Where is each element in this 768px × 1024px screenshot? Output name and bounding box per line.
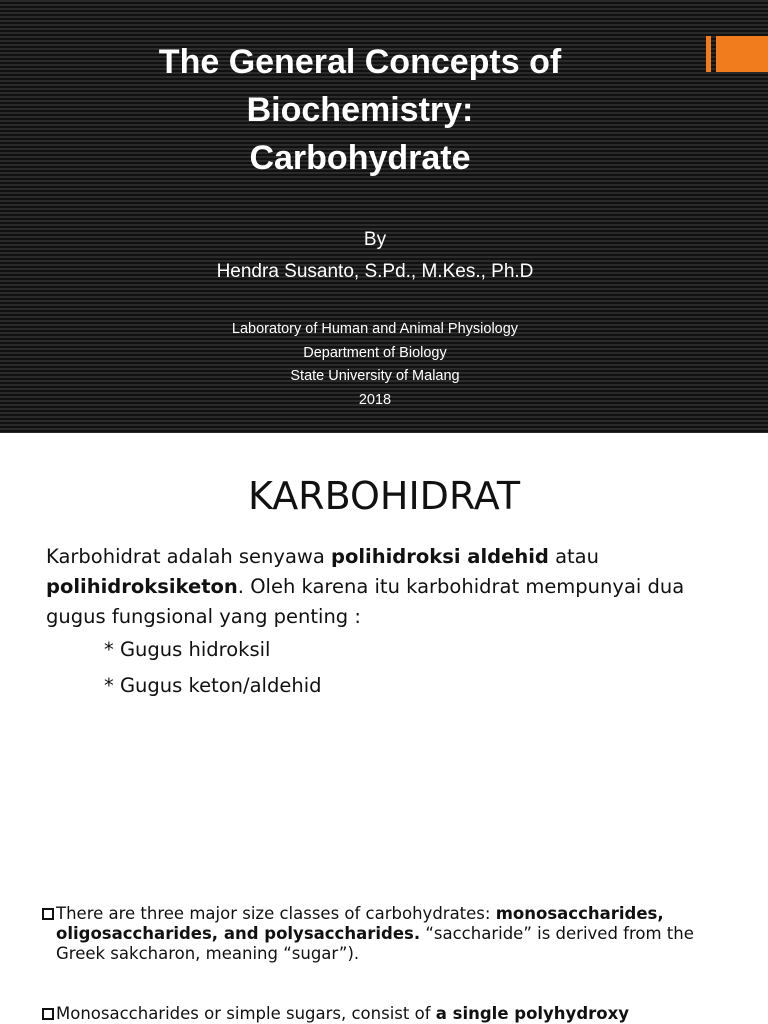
affiliation-line: State University of Malang bbox=[290, 368, 460, 384]
accent-bar-thin bbox=[706, 36, 711, 72]
title-line: The General Concepts of bbox=[158, 43, 562, 81]
text: atau bbox=[548, 545, 599, 568]
affiliation-line: Department of Biology bbox=[303, 344, 447, 361]
text: Greek sakcharon, meaning “sugar”). bbox=[56, 944, 360, 963]
affiliation-year: 2018 bbox=[358, 391, 392, 408]
indented-line bbox=[42, 924, 742, 944]
title-slide bbox=[0, 0, 768, 433]
bold-term: a single polyhydroxy bbox=[435, 1004, 629, 1023]
text: Monosaccharides or simple sugars, consist of bbox=[56, 1004, 436, 1023]
slide2-heading: KARBOHIDRAT bbox=[247, 474, 521, 518]
checkbox-bullet-icon bbox=[42, 1008, 54, 1020]
text: “saccharide” is derived from the bbox=[420, 924, 694, 943]
bullet-list bbox=[104, 632, 322, 704]
slide-title bbox=[60, 38, 660, 182]
checkbox-bullet-icon bbox=[42, 908, 54, 920]
affiliation bbox=[60, 318, 690, 412]
affiliation-line: Laboratory of Human and Animal Physiology bbox=[231, 321, 519, 337]
author-name: Hendra Susanto, S.Pd., M.Kes., Ph.D bbox=[216, 261, 534, 282]
bold-term: polihidroksiketon bbox=[46, 575, 238, 598]
slide3-paragraph-2 bbox=[42, 1004, 742, 1024]
text: gugus fungsional yang penting : bbox=[46, 605, 361, 628]
indented-line bbox=[42, 944, 742, 964]
slide2-paragraph bbox=[46, 542, 746, 632]
accent-bar-wide bbox=[716, 36, 768, 72]
text: There are three major size classes of carbohydrates: bbox=[56, 904, 496, 923]
list-item: * Gugus keton/aldehid bbox=[104, 674, 322, 697]
accent-bars bbox=[706, 36, 768, 72]
slide3-paragraph-1 bbox=[42, 904, 742, 964]
title-line: Biochemistry: bbox=[246, 91, 474, 129]
bold-term: monosaccharides, bbox=[495, 904, 664, 923]
text: . Oleh karena itu karbohidrat mempunyai dua bbox=[237, 575, 685, 598]
list-item: * Gugus hidroksil bbox=[104, 638, 271, 661]
byline bbox=[60, 224, 690, 288]
bold-term: polihidroksi aldehid bbox=[331, 545, 549, 568]
bold-term: oligosaccharides, and polysaccharides. bbox=[56, 924, 421, 943]
by-label: By bbox=[363, 229, 387, 250]
title-line: Carbohydrate bbox=[249, 139, 471, 177]
text: Karbohidrat adalah senyawa bbox=[46, 545, 331, 568]
